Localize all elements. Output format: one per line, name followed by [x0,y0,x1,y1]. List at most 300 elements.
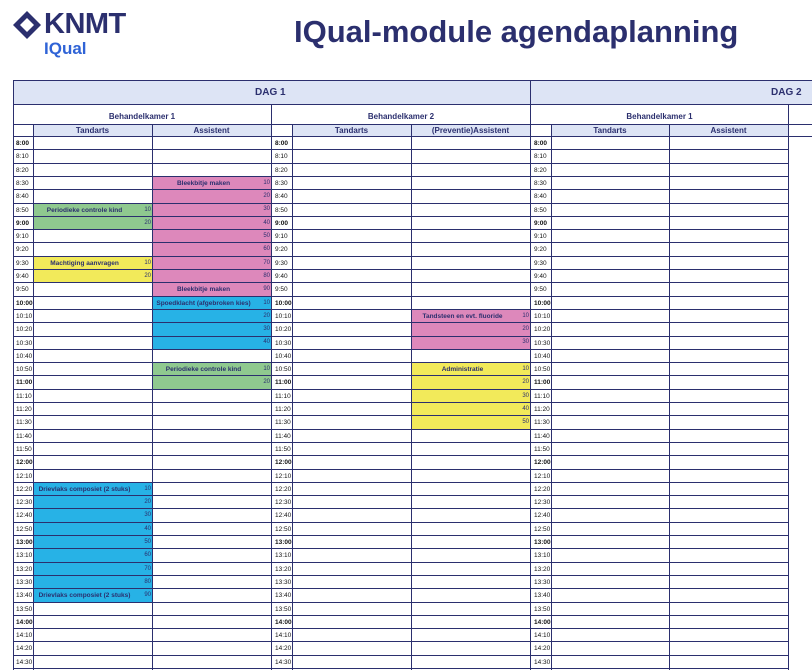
column-header: Assistent [193,126,230,135]
grid-line [272,349,530,350]
grid-line [531,282,788,283]
room-header: Behandelkamer 1 [626,112,693,121]
grid-line [531,548,788,549]
duration-minutes: 10 [263,179,270,186]
grid-line [272,389,530,390]
grid-line [531,349,788,350]
grid-line [531,375,788,376]
time-label: 13:10 [534,552,551,560]
grid-line [13,389,271,390]
time-label: 8:00 [275,140,289,147]
time-label: 8:50 [16,206,29,214]
time-label: 12:30 [16,499,33,507]
grid-line [531,229,788,230]
room-header: Behandelkamer 2 [367,112,435,121]
duration-minutes: 50 [144,538,151,545]
time-label: 8:10 [16,153,29,161]
time-label: 13:20 [534,565,551,573]
duration-minutes: 50 [263,233,270,240]
time-label: 14:10 [534,632,551,640]
time-label: 9:50 [275,286,288,294]
grid-line [13,176,271,177]
grid-line [531,216,788,217]
time-label: 11:10 [534,392,550,400]
grid-line [272,269,530,270]
time-label: 14:00 [275,618,292,626]
appointment-block[interactable] [33,589,152,602]
time-label: 8:20 [275,166,288,174]
duration-minutes: 10 [144,259,151,266]
duration-minutes: 90 [263,286,270,293]
grid-line [669,124,670,670]
duration-minutes: 70 [263,259,270,266]
time-label: 10:50 [534,366,551,374]
time-label: 11:20 [534,406,550,413]
grid-line [272,216,530,217]
grid-line [531,362,788,363]
grid-line [13,80,14,670]
duration-minutes: 10 [263,299,270,306]
duration-minutes: 30 [263,206,270,213]
appointment-label: Machtiging aanvragen [50,259,119,267]
grid-line [271,104,272,670]
time-label: 14:00 [534,618,551,626]
grid-line [531,149,788,150]
time-label: 12:20 [275,485,292,493]
time-label: 10:20 [16,326,33,334]
time-label: 11:30 [16,419,32,427]
duration-minutes: 10 [144,485,151,492]
grid-line [13,229,271,230]
time-label: 9:40 [534,273,547,280]
time-label: 11:00 [534,379,551,387]
time-label: 11:30 [275,419,291,427]
grid-line [272,336,530,337]
time-label: 14:30 [534,658,551,666]
time-label: 11:10 [16,392,32,400]
duration-minutes: 70 [144,565,151,572]
grid-line [13,508,271,509]
time-label: 11:10 [275,392,291,400]
grid-line [272,176,530,177]
duration-minutes: 30 [263,326,270,333]
grid-line [13,641,271,642]
grid-line [531,628,788,629]
time-label: 11:30 [534,419,550,427]
grid-line [13,495,271,496]
time-label: 8:20 [16,166,29,174]
grid-line [13,482,271,483]
time-label: 12:00 [16,459,33,467]
grid-line [13,149,271,150]
appointment-label: Periodieke controle kind [46,206,123,214]
time-label: 13:50 [16,605,33,613]
duration-minutes: 60 [263,246,270,253]
duration-minutes: 50 [522,419,529,426]
time-label: 8:10 [534,153,547,161]
time-label: 9:00 [275,219,289,227]
appointment-block[interactable] [411,363,530,430]
time-label: 14:30 [16,658,33,666]
time-label: 13:40 [16,592,33,600]
grid-line [531,269,788,270]
grid-line [33,124,34,670]
grid-line [272,522,530,523]
time-label: 12:50 [16,525,33,533]
grid-line [531,429,788,430]
grid-line [272,455,530,456]
time-label: 12:30 [275,499,292,507]
grid-line [13,322,271,323]
time-label: 10:20 [275,326,292,334]
duration-minutes: 80 [144,578,151,585]
time-label: 8:10 [275,153,288,161]
grid-line [152,124,153,670]
duration-minutes: 20 [522,379,529,386]
grid-line [272,402,530,403]
grid-line [531,415,788,416]
time-label: 11:40 [16,432,32,440]
grid-line [531,203,788,204]
time-label: 10:00 [275,299,292,307]
time-label: 12:00 [275,459,292,467]
grid-line [531,455,788,456]
grid-line [13,628,271,629]
time-label: 11:40 [534,432,550,440]
grid-line [13,615,271,616]
day-header-band [531,80,812,104]
time-label: 10:40 [534,352,551,360]
grid-line [272,562,530,563]
appointment-label: Spoedklacht (afgebroken kies) [156,299,251,307]
duration-minutes: 20 [522,326,529,333]
time-label: 13:50 [275,605,292,613]
time-label: 8:20 [534,166,547,174]
time-label: 8:30 [275,179,288,187]
grid-line [292,124,293,670]
appointment-label: Periodieke controle kind [165,366,242,374]
grid-line [272,362,530,363]
grid-line [13,189,271,190]
grid-line [13,309,271,310]
time-label: 12:20 [534,485,551,493]
duration-minutes: 40 [522,405,529,412]
time-label: 10:50 [16,366,33,374]
grid-line [272,375,530,376]
column-header: Tandarts [334,126,369,135]
duration-minutes: 20 [144,499,151,506]
grid-line [272,149,530,150]
time-label: 14:20 [16,645,33,653]
time-label: 12:10 [534,472,551,480]
grid-line [531,176,788,177]
grid-line [272,242,530,243]
grid-line [13,469,271,470]
time-label: 9:20 [534,246,547,254]
grid-line [13,415,271,416]
time-label: 14:00 [16,618,33,626]
time-label: 11:40 [275,432,291,440]
grid-line [272,588,530,589]
grid-line [531,402,788,403]
grid-line [531,242,788,243]
time-label: 11:50 [275,445,291,453]
duration-minutes: 10 [263,366,270,373]
grid-line [13,296,271,297]
grid-line [13,375,271,376]
grid-line [272,535,530,536]
time-label: 13:30 [16,578,33,586]
grid-line [531,588,788,589]
grid-line [13,136,812,137]
column-header: (Preventie)Assistent [431,126,510,135]
grid-line [272,575,530,576]
time-label: 8:40 [275,193,288,201]
grid-line [272,322,530,323]
time-label: 10:30 [16,339,33,347]
grid-line [411,124,412,670]
grid-line [788,104,789,670]
grid-line [272,309,530,310]
grid-line [531,309,788,310]
appointment-label: Drievlaks composiet (2 stuks) [38,485,131,493]
appointment-block[interactable] [411,310,530,350]
duration-minutes: 90 [144,592,151,599]
grid-line [531,256,788,257]
grid-line [13,203,271,204]
grid-line [531,668,788,669]
time-label: 11:00 [16,379,33,387]
time-label: 12:50 [534,525,551,533]
grid-line [13,535,271,536]
grid-line [13,655,271,656]
appointment-block[interactable] [152,297,271,350]
grid-line [272,495,530,496]
brand-name: KNMT [44,8,126,40]
day-label: DAG 1 [255,87,286,98]
time-label: 8:40 [534,193,547,201]
time-label: 13:20 [275,565,292,573]
time-label: 12:30 [534,499,551,507]
grid-line [13,216,271,217]
time-label: 12:40 [275,512,292,520]
duration-minutes: 30 [144,512,151,519]
duration-minutes: 40 [263,339,270,346]
grid-line [531,336,788,337]
duration-minutes: 10 [144,206,151,213]
time-label: 10:30 [534,339,551,347]
grid-line [272,282,530,283]
appointment-label: Administratie [441,366,484,374]
grid-line [13,402,271,403]
time-label: 11:50 [16,445,32,453]
grid-line [531,442,788,443]
grid-line [531,535,788,536]
time-label: 10:10 [534,312,551,320]
time-label: 10:40 [275,352,292,360]
grid-line [13,80,812,81]
time-label: 14:10 [16,632,33,640]
time-label: 9:30 [534,259,547,267]
time-label: 13:00 [16,539,33,546]
time-label: 13:30 [275,578,292,586]
grid-line [531,482,788,483]
time-label: 10:10 [275,312,292,320]
time-label: 9:30 [16,259,29,267]
grid-line [13,548,271,549]
appointment-label: Tandsteen en evt. fluoride [422,312,503,320]
grid-line [531,562,788,563]
time-label: 9:40 [16,273,29,280]
time-label: 9:00 [16,219,30,227]
grid-line [13,522,271,523]
time-label: 10:40 [16,352,33,360]
time-label: 8:00 [16,140,30,147]
grid-line [272,469,530,470]
grid-line [13,455,271,456]
time-label: 9:10 [16,233,29,241]
time-label: 13:50 [534,605,551,613]
grid-line [272,429,530,430]
duration-minutes: 20 [144,219,151,226]
time-label: 10:00 [534,299,551,307]
column-header: Tandarts [593,126,627,135]
grid-line [531,655,788,656]
grid-line [272,296,530,297]
time-label: 9:30 [275,259,288,267]
time-label: 10:50 [275,366,292,374]
grid-line [13,575,271,576]
brand-sub: IQual [44,39,87,58]
duration-minutes: 10 [522,366,529,373]
time-label: 9:00 [534,219,548,227]
grid-line [531,508,788,509]
grid-line [531,495,788,496]
appointment-label: Drievlaks composiet (2 stuks) [38,592,131,600]
duration-minutes: 20 [144,272,151,279]
time-label: 9:20 [275,246,288,254]
appointment-block[interactable] [152,177,271,283]
grid-line [13,562,271,563]
duration-minutes: 60 [144,552,151,559]
grid-line [272,203,530,204]
time-label: 8:30 [534,179,547,187]
time-label: 14:30 [275,658,292,666]
grid-line [13,602,271,603]
time-label: 12:40 [534,512,551,520]
time-label: 10:00 [16,299,33,307]
grid-line [13,104,812,105]
time-label: 9:50 [16,286,29,294]
grid-line [13,362,271,363]
time-label: 13:40 [275,592,292,600]
time-label: 14:10 [275,632,292,640]
grid-line [13,256,271,257]
time-label: 14:20 [275,645,292,653]
grid-line [272,442,530,443]
grid-line [531,602,788,603]
time-label: 13:10 [16,552,33,560]
grid-line [272,641,530,642]
grid-line [13,336,271,337]
time-label: 12:10 [16,472,33,480]
time-label: 8:00 [534,140,548,147]
grid-line [531,322,788,323]
appointment-block[interactable] [152,363,271,390]
time-label: 12:00 [534,459,551,467]
time-label: 11:20 [16,406,32,413]
grid-line [13,588,271,589]
duration-minutes: 80 [263,272,270,279]
grid-line [272,615,530,616]
grid-line [13,349,271,350]
duration-minutes: 20 [263,312,270,319]
time-label: 13:40 [534,592,551,600]
time-label: 11:20 [275,406,291,413]
grid-line [551,124,552,670]
time-label: 13:00 [534,539,551,546]
time-label: 13:20 [16,565,33,573]
grid-line [272,602,530,603]
grid-line [531,163,788,164]
grid-line [272,189,530,190]
time-label: 12:50 [275,525,292,533]
grid-line [13,282,271,283]
room-header: Behandelkamer 1 [108,112,176,121]
column-header: Assistent [710,126,747,135]
duration-minutes: 20 [263,379,270,386]
day-label: DAG 2 [771,87,802,98]
column-header: Tandarts [75,126,110,135]
duration-minutes: 20 [263,193,270,200]
grid-line [272,415,530,416]
time-label: 13:30 [534,578,551,586]
grid-line [272,628,530,629]
time-label: 9:10 [534,233,547,241]
appointment-block[interactable] [152,283,271,296]
grid-line [531,469,788,470]
grid-line [13,242,271,243]
grid-line [272,548,530,549]
grid-line [13,442,271,443]
duration-minutes: 40 [263,219,270,226]
grid-line [272,163,530,164]
grid-line [13,429,271,430]
time-label: 12:40 [16,512,33,520]
duration-minutes: 30 [522,392,529,399]
grid-line [13,668,271,669]
grid-line [272,655,530,656]
time-label: 9:10 [275,233,288,241]
time-label: 14:20 [534,645,551,653]
appointment-label: Bleekbitje maken [176,179,231,187]
duration-minutes: 10 [522,312,529,319]
time-label: 8:30 [16,179,29,187]
grid-line [530,80,531,670]
time-label: 10:30 [275,339,292,347]
grid-line [531,189,788,190]
time-label: 9:50 [534,286,547,294]
grid-line [531,615,788,616]
grid-line [13,269,271,270]
grid-line [531,296,788,297]
grid-line [13,163,271,164]
duration-minutes: 40 [144,525,151,532]
time-label: 8:50 [275,206,288,214]
grid-line [531,522,788,523]
page-title: IQual-module agendaplanning [294,14,739,49]
time-label: 13:00 [275,539,292,546]
